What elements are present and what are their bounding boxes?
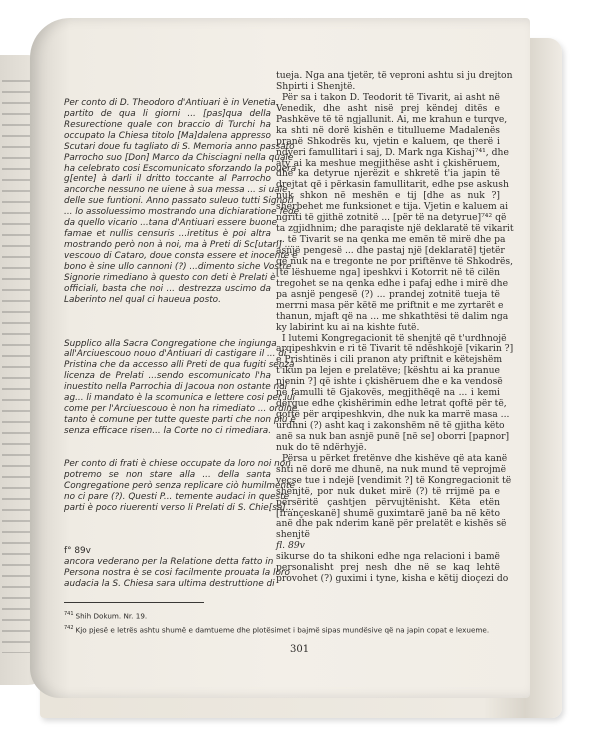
text-line: vescouo di Cataro, doue consta essere et inocente è [64,251,298,262]
footnote-text: Shih Dokum. Nr. 19. [75,611,148,621]
footnote-text: Kjo pjesë e letrës ashtu shumë e damtueme dhe plotësimet i bajmë sipas mundësive që na japin copat e lexueme. [75,625,490,635]
text-line: aty ai ka meshue megjithëse asht i çkishëruem, [276,157,500,169]
page-number: 301 [290,644,310,655]
text-line: nuk do të ndërhyjë. [276,441,367,453]
text-line: come per l'Arciuescouo è non ha rimediato ... ordine [64,404,298,415]
text-line: audacia la S. Chiesa sara ultima destruttione di [64,579,275,590]
text-line: personalisht prej nesh dhe në se kaq lehtë [276,562,500,574]
text-line: thanun, mjaft që na ... me shkathtësi të dalim nga [276,310,509,322]
text-line: Supplico alla Sacra Congregatione che ingiunga [64,338,277,349]
footnote [64,622,504,636]
text-line: veçse tue i ndejë [vendimit ?] të Kongregacionit të [276,474,512,486]
text-line: Per conto di D. Theodoro d'Antiuari è in Venetia [64,97,276,108]
text-line: dërgue edhe çkishërimin edhe letrat qoftë për të, [276,398,507,410]
text-line: partito de qua li giorni ... [pas]qua della [64,108,271,119]
text-line: ancorche nessuno ne uiene à sua messa ... si uale [64,185,288,196]
text-line: ta zgjidhnim; dhe paraqiste një deklaratë të vikarit [276,223,514,235]
text-line: Pristina che da accesso alli Preti de qua fugiti senza [64,360,295,371]
text-line: në famulli të Gjakovës, megjithëqë na ... i kemi [276,387,500,399]
albanian-translation-column [276,70,514,585]
text-line: Pashkëve të të ngjallunit. Ai, me krahun e turqve, [276,113,508,125]
text-line: ka shti në dorë kishën e titullueme Madalenës [276,124,500,136]
text-line: urdhni (?) asht kaq i zakonshëm në të gjitha këto [276,420,505,431]
footnotes [64,608,504,637]
text-line: ndyeri famullitari i saj, D. Mark nga Kishaj⁷⁴¹, dhe [276,146,509,158]
text-line: tregohet se na qenka edhe i pafaj edhe i mirë dhe [276,277,509,289]
text-line: sikurse do ta shikoni edhe nga relacioni i bamë [276,551,500,563]
text-line: shërbehet me funksionet e tija. Vjetin e kaluem ai [276,201,509,213]
text-line: officiali, basta che noi ... destrezza uscimo da [64,283,271,294]
footnote [64,608,504,622]
text-line: Laberinto nel qual ci haueua posto. [64,294,221,305]
text-line: no ci pare (?). Questi P... temente audaci in queste [64,491,290,502]
text-line: ngriti të gjithë zotnitë ... [për të na detyrue]⁷⁴² që [276,212,507,224]
text-line: Parrocho suo [Don] Marco da Chisciagni nella quale [64,152,294,163]
text-line: dhe ka detyrue njerëzit e shkretë t'ia japin të [276,168,500,180]
text-line: drejtat që i përkasin famullitarit, edhe pse askush [276,179,509,191]
text-line: all'Arciuescouo nouo d'Antiuari di castigare il ... di [64,349,287,360]
text-line: I lutemi Kongregacionit të shenjtë që t'urdhnojë [282,332,507,344]
text-line: që nuk na e tregonte ne por priftënve të Shkodrës, [276,255,514,267]
folio-marker: f° 89v [64,546,91,557]
text-line: tanto è comune per tutte queste parti che non piu è [64,415,296,426]
text-line: njenin ?] që ishte i çkishëruem dhe e ka vendosë [276,376,503,388]
text-line: Persona nostra è se cosi facilmente prouata la loro [64,568,290,579]
text-line: [françeskanë] shumë guximtarë janë ba në këto [276,507,500,519]
text-line: Resurectione quale con braccio di Turchi ha [64,119,271,130]
text-line: [të lëshueme nga] ipeshkvi i Kotorrit në të cilën [276,266,500,278]
text-line: pa asnjë pengesë (?) ... prandej zotnitë tueja të [276,288,500,300]
text-line: ky labirint ku ai na kishte futë. [276,321,420,333]
text-line: famae et nullis censuris ...iretitus è poi altra [64,229,271,240]
text-line: ag... li mandato è la scomunica e lettere cosi per lui [64,393,295,404]
text-line: t'ikun pa lejen e prelatëve; [kështu ai ka pranue [276,365,500,377]
text-line: anë sa nuk ban asnjë punë [në se] oborri [papnor] [276,430,510,442]
text-line: delle sue funtioni. Anno passato suleuo tutti Signori [64,196,294,207]
text-line: Përsa u përket fretënve dhe kishëve që ata kanë [282,452,508,464]
text-line: qoftë për arqipeshkvin, dhe nuk ka marrë masa ... [276,409,510,421]
text-line: ... lo assoluessimo mostrando una dichiaratione fede [64,207,300,218]
text-line: provohet (?) guximi i tyne, kisha e këtij dioçezi do [276,573,509,585]
text-line: nuk shkon në meshën e tij [dhe as nuk ?] [276,190,500,202]
text-line: asnjë pengesë ... dhe pastaj një [deklaratë] tjetër [276,245,505,256]
folio-marker: fl. 89v [276,540,305,552]
footnote-number: 741 [64,611,74,617]
text-line: ancora vederano per la Relatione detta fatto in [64,557,274,568]
text-line: shenjtë, por nuk duket mirë (?) të rrijmë pa e [276,485,500,497]
text-line: Venedik, dhe asht nisë prej këndej ditës e [276,102,500,114]
text-line: anë dhe pak nderim kanë për prelatët e kishës së [276,518,507,530]
text-line: inuestito nella Parrochia di Jacoua non ostante noi [64,382,288,393]
text-line: ha celebrato cosi Escomunicato sforzando la pouera [64,163,297,174]
text-line: Congregatione però senza replicare ciò humilmente [64,480,295,491]
text-line: Për sa i takon D. Teodorit të Tivarit, ai asht në [282,91,500,103]
text-line: Signorie rimediano à questo con deti è Prelati è [64,272,276,283]
text-line: g[ente] à darli il dritto toccante al Parrocho [64,174,271,185]
text-line: occupato la Chiesa titolo [Ma]dalena appresso [64,130,271,141]
text-line: arqipeshkvin e ri të Tivarit të ndëshkojë [vikarin ?] [276,343,514,355]
text-line: mostrando però non à noi, ma à Preti di Sc[utari] ... [64,240,294,251]
text-line: Shpirti i Shenjtë. [276,80,356,92]
paragraph [64,338,298,437]
text-line: Scutari doue fu tagliato di S. Memoria anno passato [64,141,295,152]
text-line: bono è sine ullo cannoni (?) ...dimento siche Vostre [64,261,292,272]
text-line: e Prishtinës i cili pranon aty priftnit e këtejshëm [276,354,503,366]
text-line: licenza de Prelati ...sendo escomunicato l'ha [64,371,271,382]
paragraph [64,97,300,306]
text-line: shenjtë [276,529,310,541]
text-line: parti è poco riuerenti verso li Prelati di S. Chie[sa]... [64,502,295,513]
text-line: ... të Tivarit se na qenka me emën të mirë dhe pa [276,234,506,246]
paragraph [64,546,290,590]
text-line: shti në dorë me dhunë, na nuk mund të veprojmë [276,463,507,475]
text-line: tueja. Nga ana tjetër, të veproni ashtu si ju drejton [276,70,513,81]
paragraph [64,458,295,514]
text-line: merrni masa për këtë me priftnit e me zyrtarët e [276,299,504,311]
text-line: Per conto di frati è chiese occupate da loro noi non [64,458,291,469]
text-line: senza efficace risen... la Corte no ci rimediara. [64,426,272,437]
text-line: da quello vicario ...tana d'Antiuari essere buone [64,218,278,229]
footnote-separator [64,602,204,603]
footnote-number: 742 [64,625,74,632]
text-line: përsëritë çashtjen përvujtënisht. Këta etën [276,496,500,508]
text-line: pranë Shkodrës ku, vjetin e kaluem, qe therë i [276,135,500,147]
text-line: potremo se non stare alla ... della santa [64,469,271,480]
